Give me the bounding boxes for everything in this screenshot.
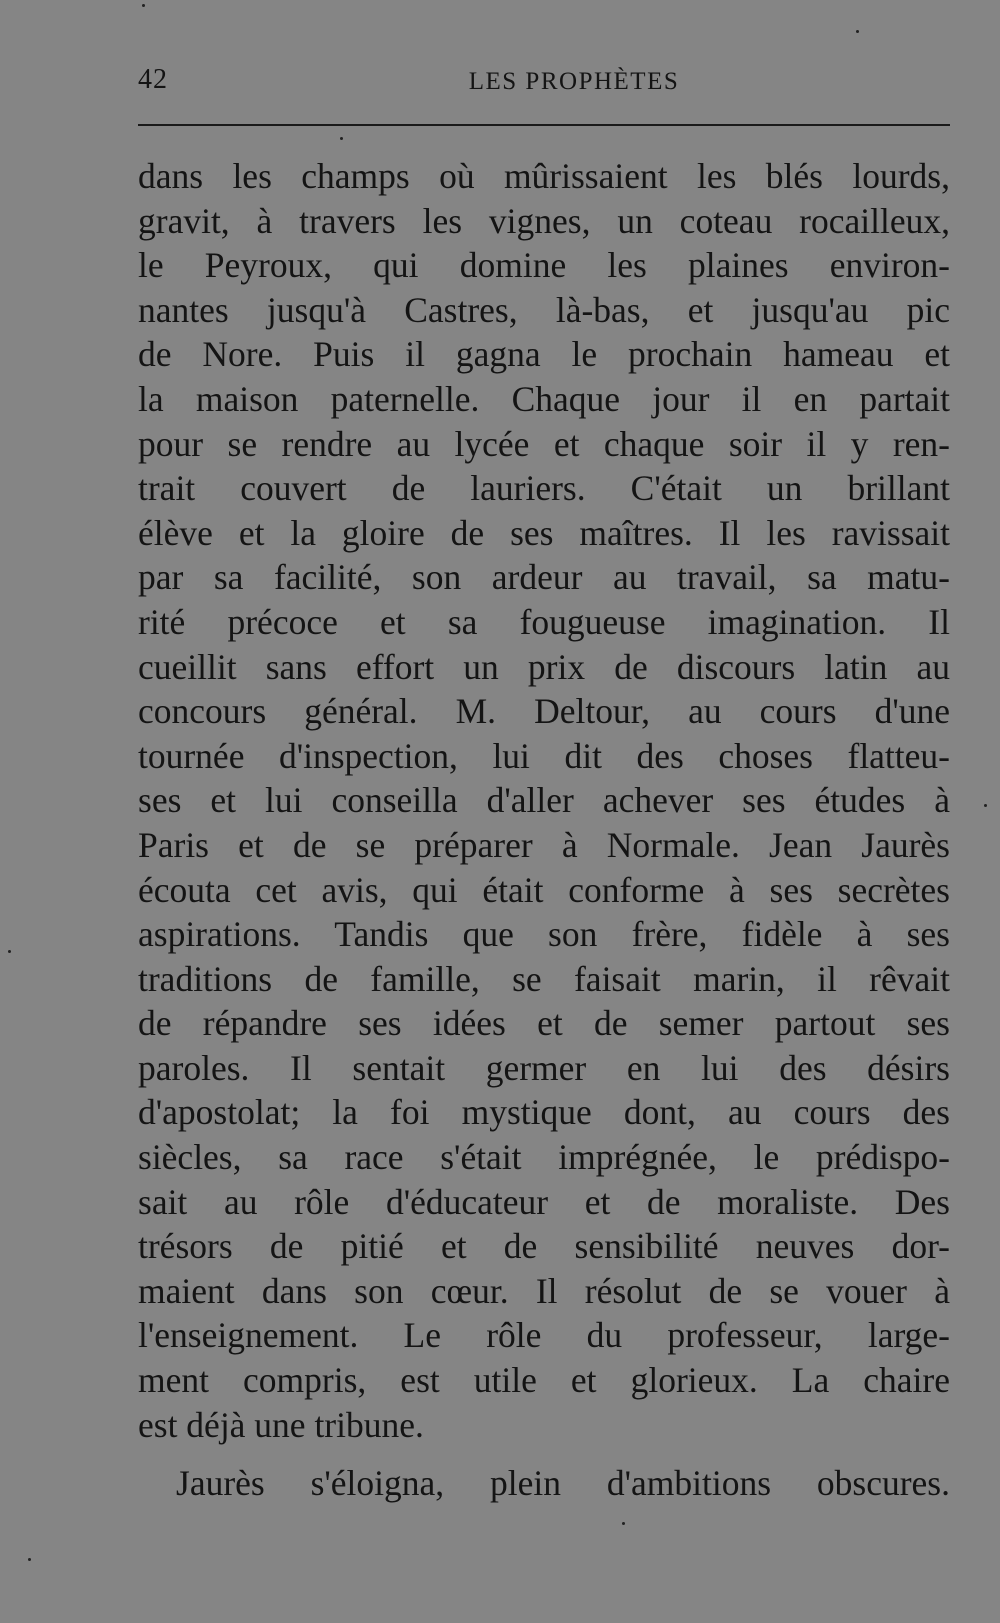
text-line: traditions de famille, se faisait marin, il rêvait	[138, 958, 950, 999]
scan-speck	[622, 1522, 625, 1525]
text-line: de répandre ses idées et de semer partout ses	[138, 1003, 950, 1044]
text-line: d'apostolat; la foi mystique dont, au cours des	[138, 1092, 950, 1133]
text-line: par sa facilité, son ardeur au travail, sa matu-	[138, 557, 950, 598]
text-line: ses et lui conseilla d'aller achever ses études à	[138, 780, 950, 821]
text-line: trésors de pitié et de sensibilité neuves dor-	[138, 1226, 950, 1267]
text-line: dans les champs où mûrissaient les blés lourds,	[138, 156, 950, 196]
text-line: nantes jusqu'à Castres, là-bas, et jusqu'au pic	[138, 289, 950, 330]
text-line: ment compris, est utile et glorieux. La chaire	[138, 1360, 950, 1401]
scan-speck	[142, 4, 145, 7]
scan-speck	[28, 1558, 31, 1561]
scan-speck	[856, 30, 859, 33]
scan-speck	[984, 804, 987, 807]
closing-paragraph: Jaurès s'éloigna, plein d'ambitions obscures.	[176, 1463, 950, 1503]
text-line: rité précoce et sa fougueuse imagination. Il	[138, 601, 950, 642]
text-line: pour se rendre au lycée et chaque soir il y ren-	[138, 423, 950, 464]
header-rule	[138, 124, 950, 126]
text-line: le Peyroux, qui domine les plaines environ-	[138, 245, 950, 286]
text-line: gravit, à travers les vignes, un coteau rocailleux,	[138, 200, 950, 241]
text-line: trait couvert de lauriers. C'était un brillant	[138, 468, 950, 509]
page-number: 42	[138, 64, 168, 95]
page-header	[138, 58, 950, 102]
text-line: sait au rôle d'éducateur et de moraliste. Des	[138, 1181, 950, 1222]
text-line: Paris et de se préparer à Normale. Jean Jaurès	[138, 824, 950, 865]
text-line: maient dans son cœur. Il résolut de se vouer à	[138, 1270, 950, 1311]
scan-speck	[8, 950, 11, 953]
text-line: aspirations. Tandis que son frère, fidèle à ses	[138, 914, 950, 955]
text-line: écouta cet avis, qui était conforme à ses secrètes	[138, 869, 950, 910]
text-line: concours général. M. Deltour, au cours d'une	[138, 691, 950, 732]
text-line: élève et la gloire de ses maîtres. Il les ravissait	[138, 512, 950, 553]
text-line: paroles. Il sentait germer en lui des désirs	[138, 1047, 950, 1088]
text-line: de Nore. Puis il gagna le prochain hameau et	[138, 334, 950, 375]
text-line: cueillit sans effort un prix de discours latin au	[138, 646, 950, 687]
text-line: la maison paternelle. Chaque jour il en partait	[138, 378, 950, 419]
text-line: tournée d'inspection, lui dit des choses flatteu-	[138, 735, 950, 776]
text-line: l'enseignement. Le rôle du professeur, large-	[138, 1315, 950, 1356]
text-line: siècles, sa race s'était imprégnée, le prédispo-	[138, 1137, 950, 1178]
body-paragraph	[138, 154, 950, 1447]
text-line: est déjà une tribune.	[138, 1404, 424, 1445]
scan-speck	[340, 137, 343, 140]
running-title: LES PROPHÈTES	[468, 68, 680, 95]
